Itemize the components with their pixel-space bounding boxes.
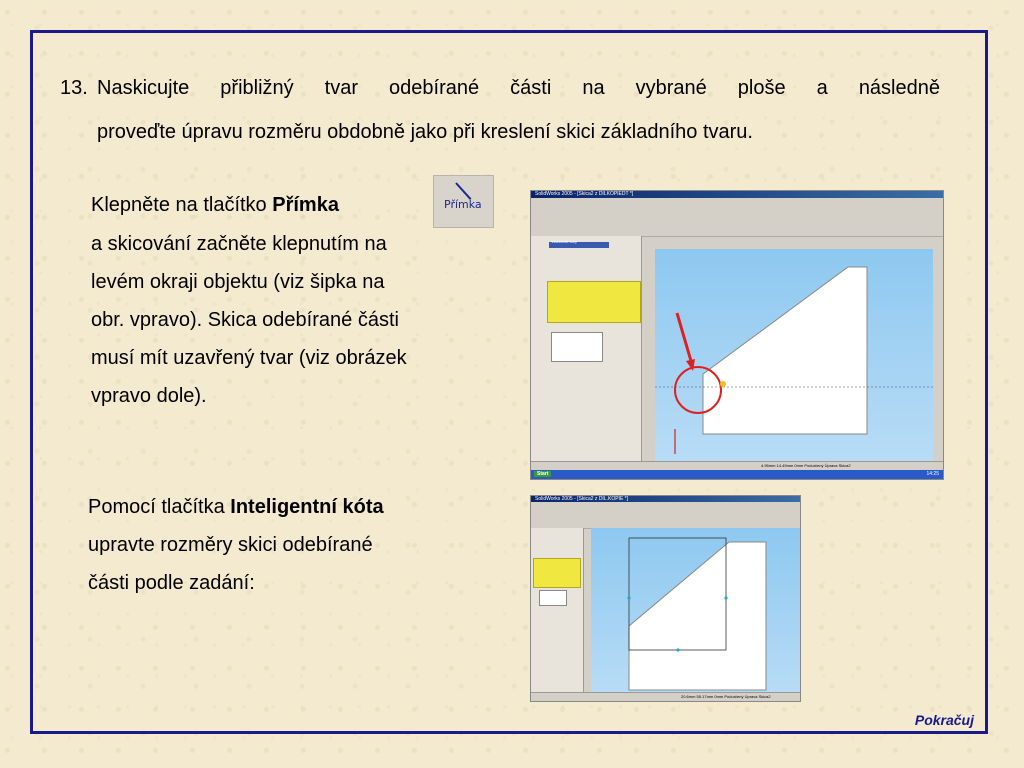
- sw2-status: 20.6mm 55.17mm 0mm Podurčený Úprava Skica2: [681, 694, 771, 699]
- sw2-title: SolidWorks 2005 - [Skica2 z DÍL.KOPIE *]: [535, 496, 629, 502]
- instruction-line-4: obr. vpravo). Skica odebírané části: [91, 309, 399, 331]
- sw1-taskbar: [531, 470, 943, 479]
- instruction-block-1-cont: [91, 227, 511, 413]
- sw1-status: 4.95mm 14.49mm 0mm Podurčený Úprava Skica2: [761, 463, 851, 468]
- instruction-line-5: musí mít uzavřený tvar (viz obrázek: [91, 347, 407, 369]
- next-link[interactable]: Pokračuj: [914, 712, 974, 728]
- instruction-line-2: a skicování začněte klepnutím na: [91, 233, 387, 255]
- step-heading-line2: proveďte úpravu rozměru obdobně jako při kreslení skici základního tvaru.: [97, 121, 753, 143]
- sw1-graphics-area: [655, 249, 933, 461]
- sw1-title: SolidWorks 2005 - [Skica2 z DÍLKOPIEDT *]: [535, 191, 634, 197]
- instruction-line-3: levém okraji objektu (viz šipka na: [91, 271, 385, 293]
- sw2-graphics-area: [591, 528, 801, 696]
- sw2-part-drawing: [591, 528, 801, 696]
- instruction-line-1: Klepněte na tlačítko Přímka: [91, 194, 339, 216]
- sw1-right-toolbar: [933, 249, 944, 461]
- sw2-property-manager: [531, 528, 584, 696]
- instruction2-line-2: upravte rozměry skici odebírané: [88, 534, 373, 556]
- primka-button-image: [433, 175, 494, 228]
- sw1-part-drawing: [655, 249, 933, 461]
- instruction-line-6: vpravo dole).: [91, 385, 207, 407]
- step-number: 13.: [60, 77, 88, 99]
- sw1-clock: 14:25: [926, 471, 939, 477]
- solidworks-screenshot-2: [530, 495, 801, 702]
- instruction2-line-3: části podle zadání:: [88, 572, 255, 594]
- sw1-panel-title: Vlastnosti čáry: [551, 239, 578, 244]
- instruction-block-1: [91, 188, 431, 222]
- sw1-start-button: Start: [534, 471, 551, 477]
- primka-button-label: Přímka: [444, 198, 482, 211]
- primka-label: Přímka: [272, 194, 339, 216]
- sw1-toolbar-2: [531, 214, 943, 237]
- solidworks-screenshot-1: [530, 190, 944, 480]
- sw1-yellow-message: [547, 281, 641, 323]
- red-arrow: [677, 313, 691, 361]
- sw1-property-manager: [545, 236, 642, 461]
- instruction2-line-1: Pomocí tlačítka Inteligentní kóta: [88, 496, 384, 518]
- sw2-toolbar: [531, 508, 800, 529]
- smart-dimension-label: Inteligentní kóta: [230, 496, 384, 518]
- sw1-left-toolbar: [531, 236, 546, 461]
- instruction-block-2: [88, 490, 508, 600]
- step-heading-line1: Naskicujte přibližný tvar odebírané části na vybrané ploše a následně: [97, 77, 940, 99]
